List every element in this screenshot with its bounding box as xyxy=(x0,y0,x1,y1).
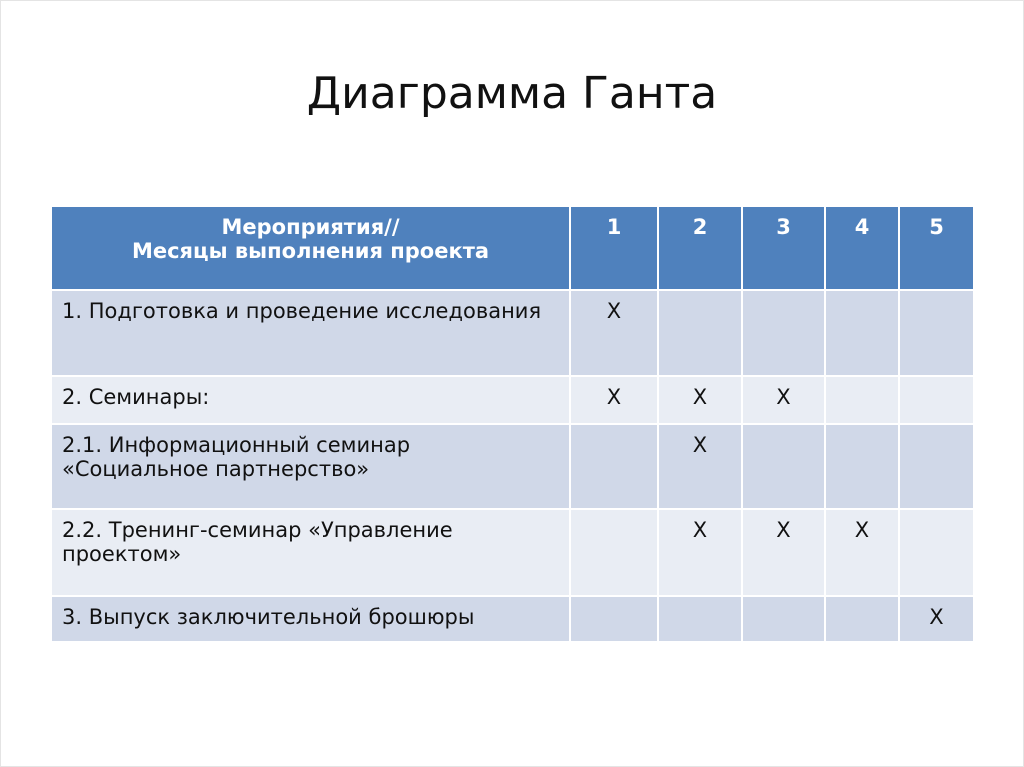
cell-mark xyxy=(570,596,658,642)
table-row xyxy=(51,509,974,596)
cell-mark xyxy=(742,290,825,376)
gantt-table xyxy=(50,205,975,643)
header-line1: Мероприятия// xyxy=(221,215,400,239)
cell-mark xyxy=(899,424,974,509)
header-month-1: 1 xyxy=(570,206,658,290)
cell-mark xyxy=(825,596,899,642)
cell-mark xyxy=(899,290,974,376)
cell-mark: X xyxy=(658,376,742,424)
cell-mark xyxy=(825,424,899,509)
cell-mark xyxy=(825,376,899,424)
cell-mark: X xyxy=(570,290,658,376)
cell-mark: X xyxy=(658,509,742,596)
cell-mark xyxy=(658,290,742,376)
cell-mark xyxy=(825,290,899,376)
header-month-3: 3 xyxy=(742,206,825,290)
slide-title: Диаграмма Ганта xyxy=(306,68,718,119)
table-row xyxy=(51,290,974,376)
cell-mark: X xyxy=(742,509,825,596)
row-label: 1. Подготовка и проведение исследования xyxy=(51,290,570,376)
header-month-4: 4 xyxy=(825,206,899,290)
table-row xyxy=(51,376,974,424)
cell-mark xyxy=(742,596,825,642)
table-row xyxy=(51,596,974,642)
row-label: 2. Семинары: xyxy=(51,376,570,424)
cell-mark xyxy=(742,424,825,509)
header-row xyxy=(51,206,974,290)
table-row xyxy=(51,424,974,509)
cell-mark: X xyxy=(899,596,974,642)
row-label: 2.2. Тренинг-семинар «Управление проектом» xyxy=(51,509,570,596)
cell-mark: X xyxy=(658,424,742,509)
cell-mark: X xyxy=(570,376,658,424)
cell-mark xyxy=(658,596,742,642)
cell-mark xyxy=(570,509,658,596)
cell-mark xyxy=(899,376,974,424)
row-label: 2.1. Информационный семинар «Социальное партнерство» xyxy=(51,424,570,509)
cell-mark xyxy=(899,509,974,596)
cell-mark: X xyxy=(742,376,825,424)
row-label: 3. Выпуск заключительной брошюры xyxy=(51,596,570,642)
cell-mark: X xyxy=(825,509,899,596)
header-activities xyxy=(51,206,570,290)
header-line2: Месяцы выполнения проекта xyxy=(131,239,490,263)
header-month-2: 2 xyxy=(658,206,742,290)
header-month-5: 5 xyxy=(899,206,974,290)
cell-mark xyxy=(570,424,658,509)
